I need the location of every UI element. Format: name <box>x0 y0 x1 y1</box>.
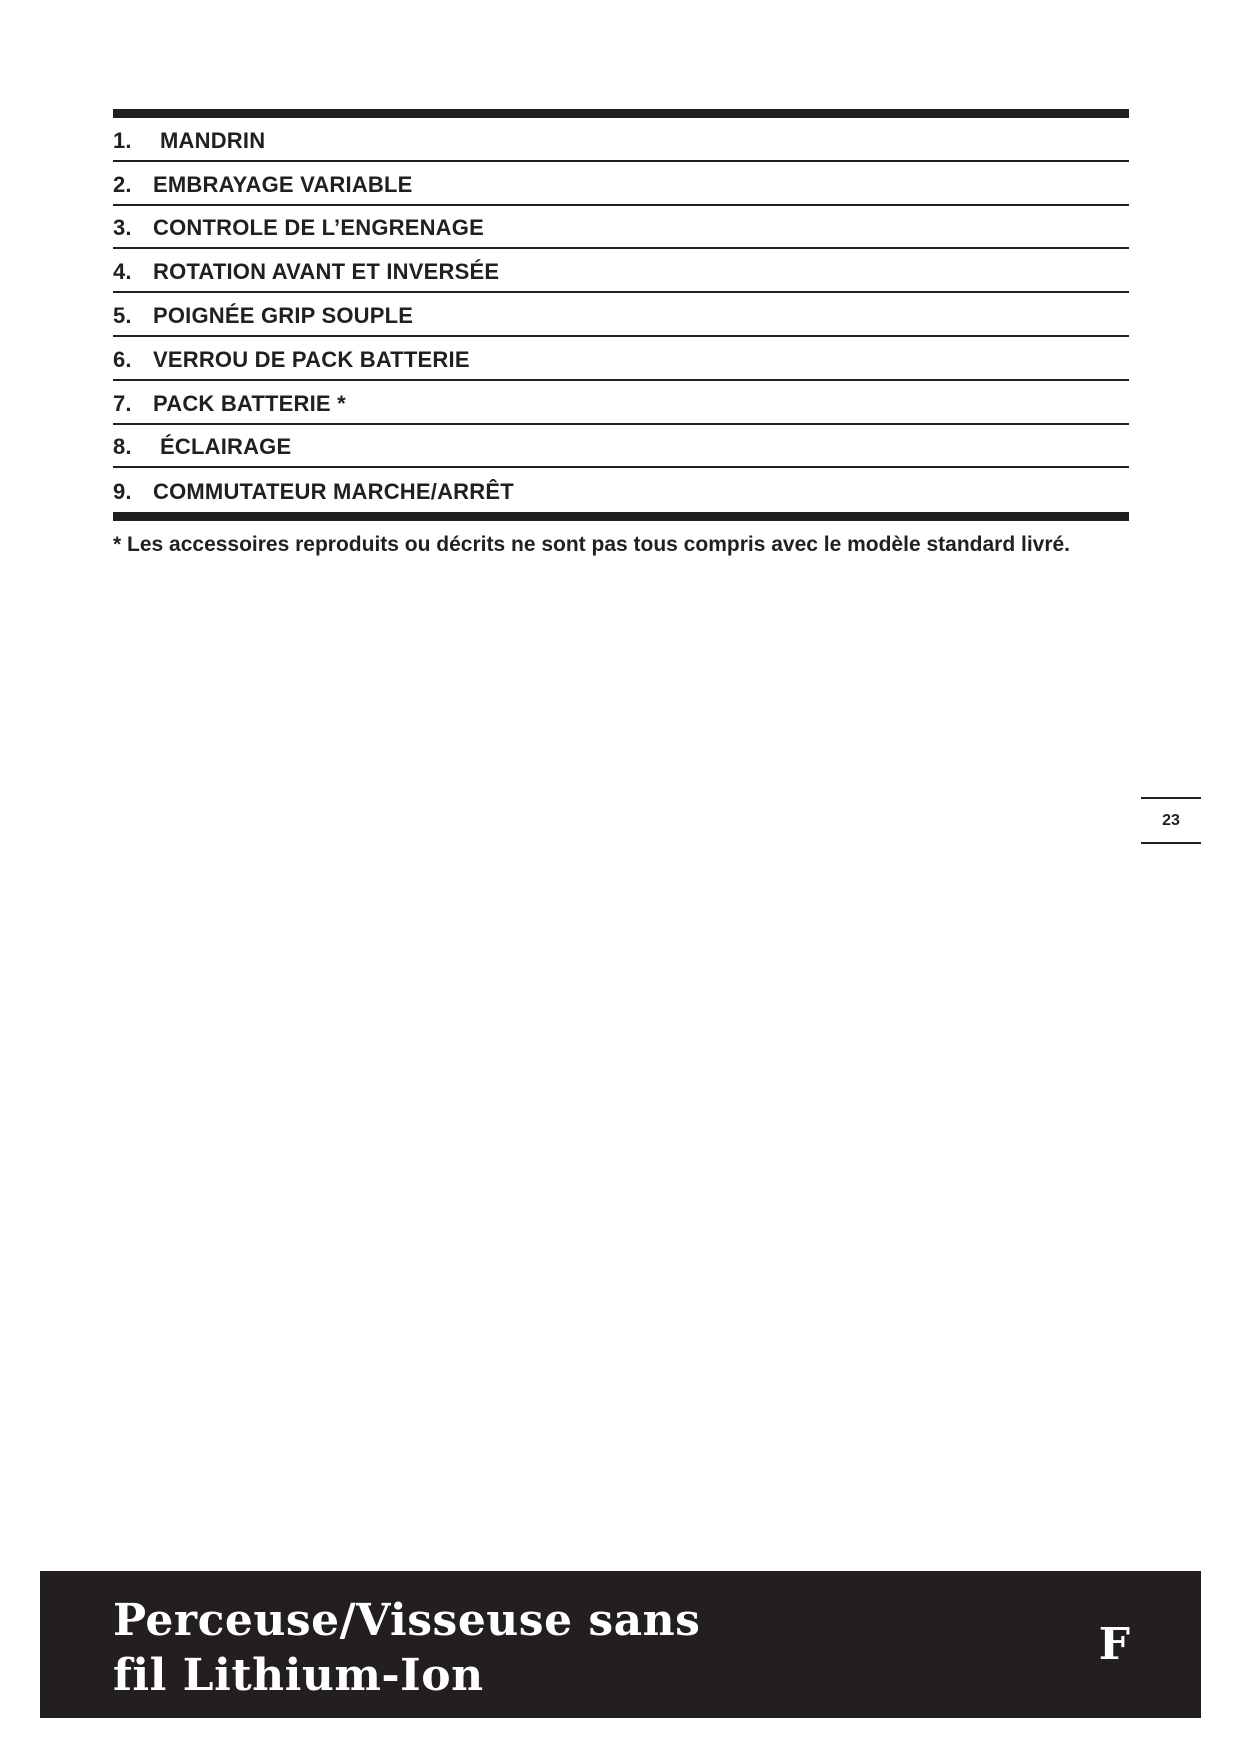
part-label: POIGNÉE GRIP SOUPLE <box>153 303 414 329</box>
part-label: MANDRIN <box>160 127 266 153</box>
language-code: F <box>1098 1619 1130 1670</box>
part-number: 5. <box>113 303 132 329</box>
document-title-line-1: Perceuse/Visseuse sans <box>113 1595 701 1646</box>
part-label: COMMUTATEUR MARCHE/ARRÊT <box>153 479 514 505</box>
list-item <box>113 381 1129 425</box>
part-number: 4. <box>113 259 132 285</box>
part-number: 7. <box>113 390 132 416</box>
list-item <box>113 118 1129 162</box>
part-label: ROTATION AVANT ET INVERSÉE <box>153 259 500 285</box>
list-item <box>113 425 1129 469</box>
footnote: * Les accessoires reproduits ou décrits ne sont pas tous compris avec le modèle standard livré. <box>113 533 1071 556</box>
part-label: ÉCLAIRAGE <box>160 434 292 460</box>
part-number: 2. <box>113 171 132 197</box>
parts-list <box>113 109 1129 521</box>
page-number: 23 <box>1141 797 1201 844</box>
list-item <box>113 468 1129 512</box>
part-label: CONTROLE DE L’ENGRENAGE <box>153 215 484 241</box>
list-item <box>113 206 1129 250</box>
list-item <box>113 337 1129 381</box>
part-label: VERROU DE PACK BATTERIE <box>153 346 470 372</box>
part-number: 6. <box>113 346 132 372</box>
list-item <box>113 249 1129 293</box>
list-item <box>113 162 1129 206</box>
part-number: 8. <box>113 434 132 460</box>
list-item <box>113 293 1129 337</box>
part-label: PACK BATTERIE * <box>153 390 346 416</box>
footer-banner <box>40 1571 1201 1718</box>
part-number: 3. <box>113 215 132 241</box>
part-number: 1. <box>113 127 132 153</box>
part-label: EMBRAYAGE VARIABLE <box>153 171 413 197</box>
part-number: 9. <box>113 479 132 505</box>
document-title-line-2: fil Lithium-Ion <box>113 1650 484 1701</box>
document-title <box>113 1593 700 1703</box>
